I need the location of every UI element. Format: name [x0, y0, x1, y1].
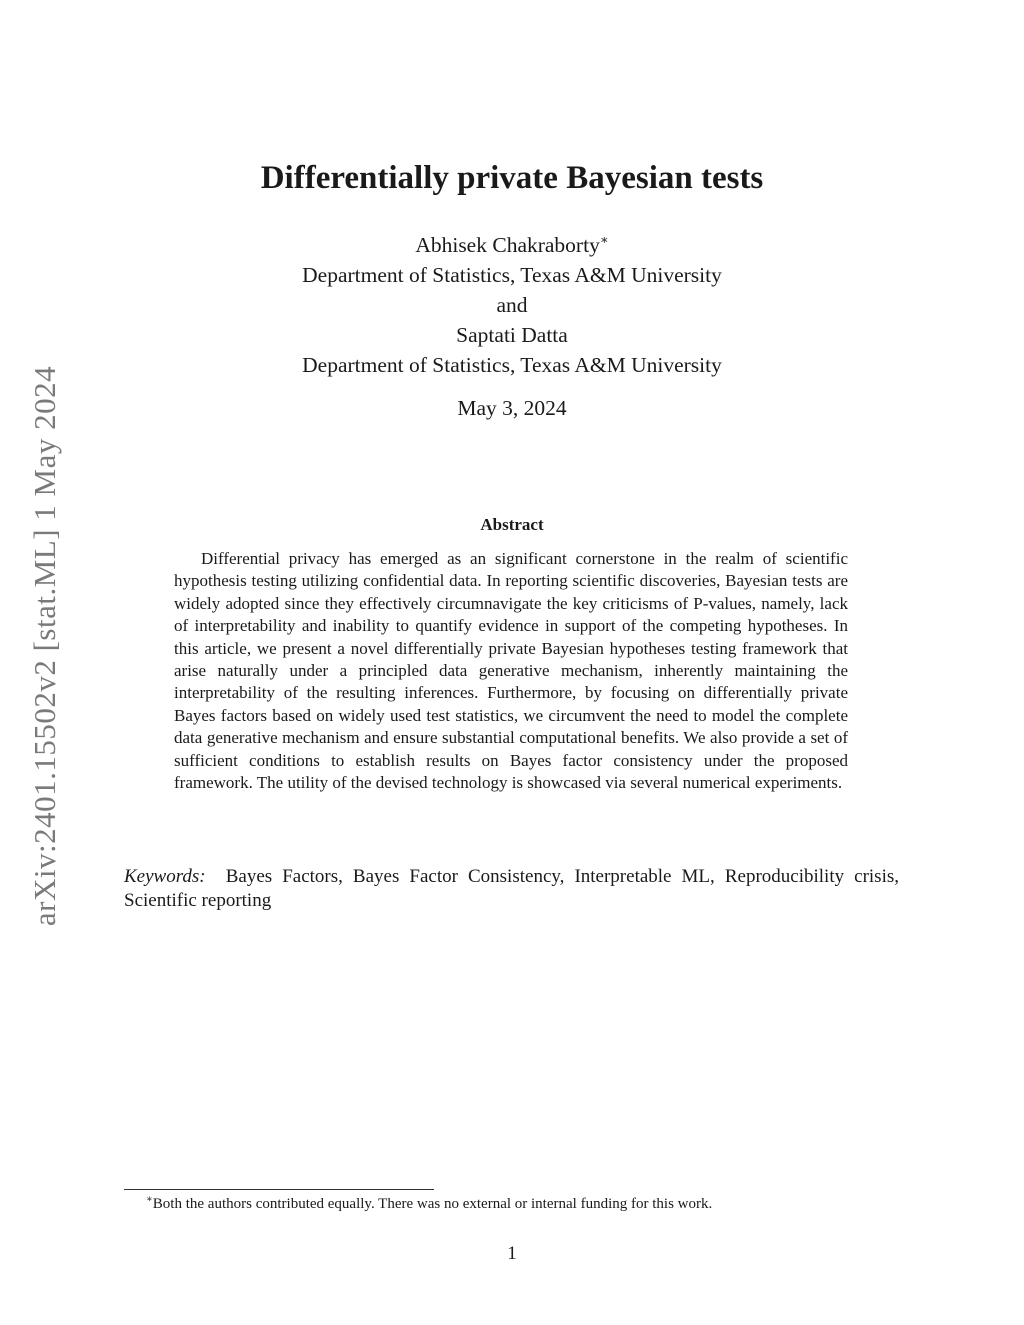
arxiv-identifier-stamp: arXiv:2401.15502v2 [stat.ML] 1 May 2024 [27, 365, 62, 927]
keywords-paragraph [124, 865, 899, 913]
author-conjunction: and [496, 293, 528, 317]
footnote-marker: ∗ [146, 1194, 153, 1205]
author-2-name: Saptati Datta [456, 323, 568, 347]
keywords-label: Keywords: [124, 866, 206, 887]
page-number: 1 [507, 1243, 517, 1264]
author-block [0, 230, 1024, 380]
abstract-body: Differential privacy has emerged as an significant cornerstone in the realm of scientific hypothesis testing utilizing confidential data. In reporting scientific discoveries, Bayesian tests are widely adopted since they effectively circumnavigate the key criticisms of P-values, namely, lack of interpretability and inability to quantify evidence in support of the competing hypotheses. In this article, we present a novel differentially private Bayesian hypotheses testing framework that arise naturally under a principled data generative mechanism, inherently maintaining the interpretability of the resulting inferences. Furthermore, by focusing on differentially private Bayes factors based on widely used test statistics, we circumvent the need to model the complete data generative mechanism and ensure substantial computational benefits. We also provide a set of sufficient conditions to establish results on Bayes factor consistency under the proposed framework. The utility of the devised technology is showcased via several numerical experiments. [174, 549, 848, 793]
footnote [146, 1194, 712, 1214]
paper-date: May 3, 2024 [457, 396, 567, 420]
keywords-text: Bayes Factors, Bayes Factor Consistency, Interpretable ML, Reproducibility crisis, Scientific reporting [124, 866, 899, 911]
footnote-text: Both the authors contributed equally. There was no external or internal funding for this work. [152, 1196, 713, 1212]
paper-title: Differentially private Bayesian tests [260, 160, 764, 196]
author-1-line [0, 230, 1024, 260]
footnote-divider [124, 1189, 434, 1190]
abstract-heading: Abstract [480, 515, 544, 534]
author-1-name: Abhisek Chakraborty [415, 233, 600, 257]
author-1-footnote-marker: ∗ [599, 231, 609, 247]
author-2-affiliation: Department of Statistics, Texas A&M University [302, 353, 722, 377]
author-1-affiliation: Department of Statistics, Texas A&M University [302, 263, 722, 287]
